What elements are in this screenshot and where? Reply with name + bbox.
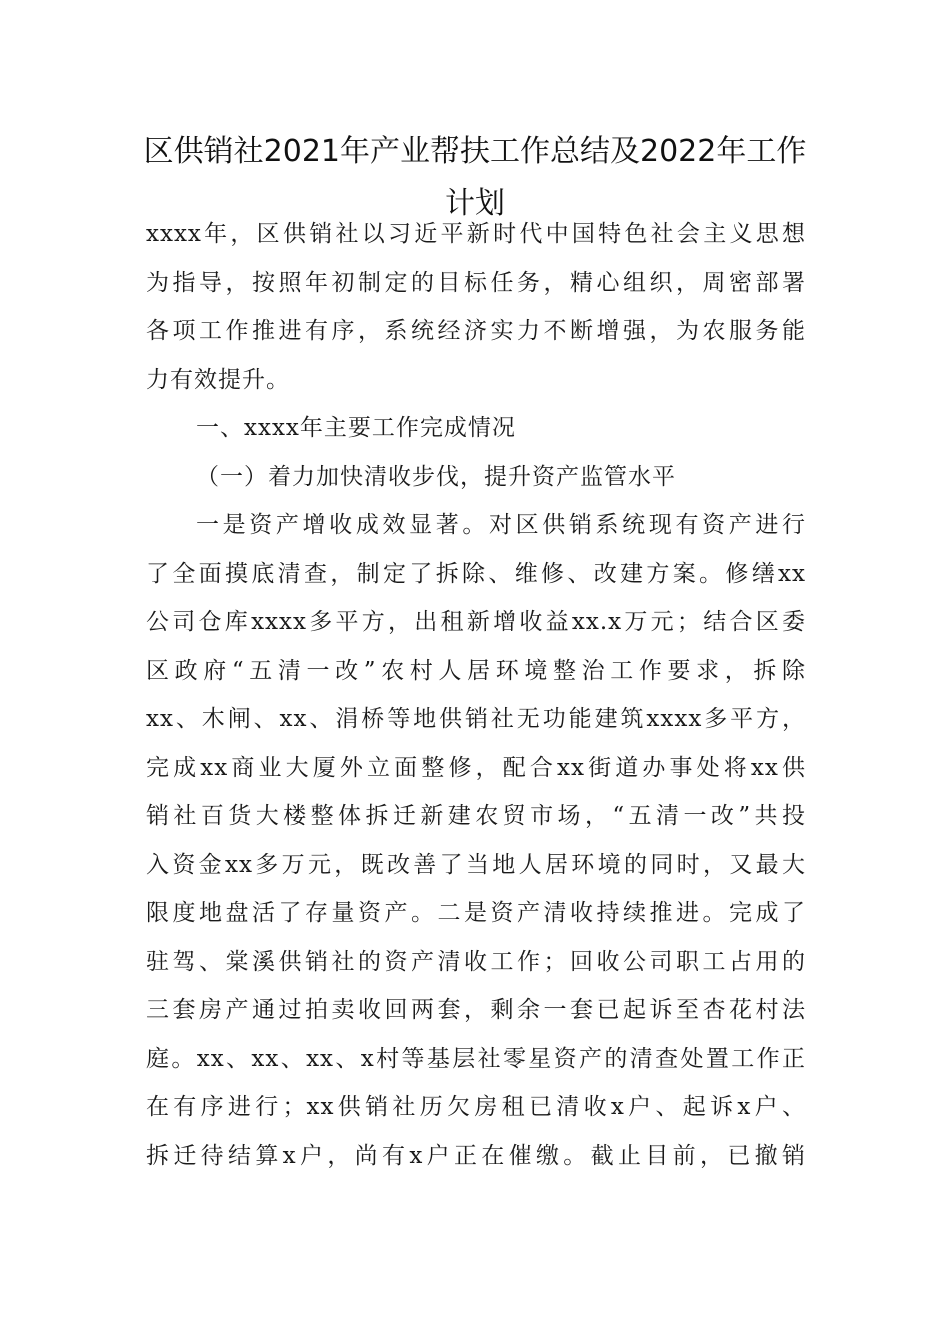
section-heading: 一、xxxx年主要工作完成情况	[196, 415, 516, 441]
document-title-line-2: 计划	[445, 186, 505, 221]
body-line: 限度地盘活了存量资产。二是资产清收持续推进。完成了	[146, 900, 806, 926]
body-line: 庭。xx、xx、xx、x村等基层社零星资产的清查处置工作正	[146, 1045, 806, 1072]
body-line: 了全面摸底清查，制定了拆除、维修、改建方案。修缮xx	[146, 560, 806, 587]
body-line: xx、木闸、xx、涓桥等地供销社无功能建筑xxxx多平方，	[146, 706, 806, 732]
body-line: 在有序进行；xx供销社历欠房租已清收x户、起诉x户、	[146, 1094, 806, 1120]
body-line: xxxx年，区供销社以习近平新时代中国特色社会主义思想	[146, 221, 806, 247]
body-line: 拆迁待结算x户，尚有x户正在催缴。截止目前，已撤销	[146, 1142, 806, 1169]
subsection-heading: （一）着力加快清收步伐，提升资产监管水平	[196, 463, 676, 490]
body-line: 驻驾、棠溪供销社的资产清收工作；回收公司职工占用的	[146, 948, 806, 975]
body-line: 销社百货大楼整体拆迁新建农贸市场，“五清一改”共投	[146, 803, 806, 829]
body-line: 各项工作推进有序，系统经济实力不断增强，为农服务能	[146, 318, 806, 344]
body-line: 公司仓库xxxx多平方，出租新增收益xx.x万元；结合区委	[146, 609, 806, 635]
body-line: 为指导，按照年初制定的目标任务，精心组织，周密部署	[146, 269, 806, 296]
body-line: 区政府“五清一改”农村人居环境整治工作要求，拆除	[146, 657, 806, 684]
body-line: 力有效提升。	[146, 366, 290, 393]
body-line: 入资金xx多万元，既改善了当地人居环境的同时，又最大	[146, 851, 806, 878]
document-title-line-1: 区供销社2021年产业帮扶工作总结及2022年工作	[143, 134, 807, 169]
body-line: 三套房产通过拍卖收回两套，剩余一套已起诉至杏花村法	[146, 997, 806, 1023]
body-line: 一是资产增收成效显著。对区供销系统现有资产进行	[196, 512, 806, 538]
body-line: 完成xx商业大厦外立面整修，配合xx街道办事处将xx供	[146, 754, 806, 781]
document-body	[146, 210, 806, 1180]
